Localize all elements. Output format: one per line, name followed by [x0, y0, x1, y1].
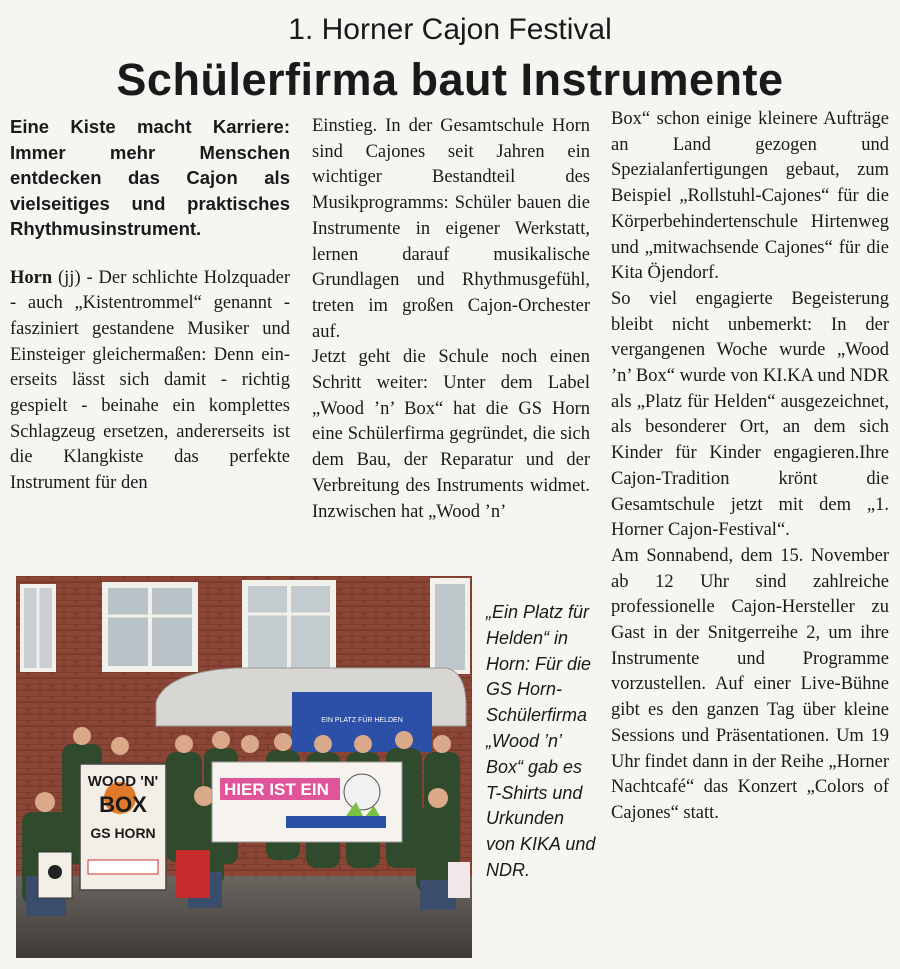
article-paragraph: Box“ schon einige kleinere Aufträge an Land gezogen und Spezialanfertigungen gebaut, zum Beispiel „Rollstuhl-Cajones“ für die Körperbehindertenschule Hirtenweg und „mitwachsende Cajones“ für die Kita Öjendorf.: [611, 109, 889, 284]
article-paragraph: [10, 266, 290, 497]
sign-text-line2: BOX: [99, 792, 147, 817]
blue-banner-text: EIN PLATZ FÜR HELDEN: [321, 717, 403, 724]
paragraph-text: Der schlichte Holzquader - auch „Kistentrommel“ genannt - fasziniert gestandene Musiker und Einsteiger gleichermaßen: Denn einerseits lässt sich damit - richtig gespielt - beinahe ein komplettes Schlagzeug ersetzen, andererseits ist die Klangkiste das perfekte Instrument für den: [10, 267, 291, 494]
article-paragraph: Einstieg. In der Gesamtschule Horn sind Cajones seit Jahren ein wichtiger Bestandteil des Musikprogramms: Schüler bauen die Instrumente in eigener Werkstatt, lernen darauf musikalische Grundlagen und Rhythmusgefühl, treten im großen Cajon-Orchester auf.: [312, 116, 590, 342]
article-lead: Eine Kiste macht Karriere: Immer mehr Menschen entdecken das Cajon als vielseitiges und praktisches Rhythmusinstrument.: [10, 116, 290, 239]
banner-text: HIER IST EIN: [224, 780, 329, 799]
window: [430, 578, 470, 674]
photo-caption: „Ein Platz für Helden“ in Horn: Für die GS Horn-Schülerfirma „Wood ’n’ Box“ gab es T-Shirts und Urkunden von KIKA und NDR.: [486, 602, 596, 880]
article-paragraph: Jetzt geht die Schule noch einen Schritt weiter: Unter dem Label „Wood ’n’ Box“ hat die GS Horn eine Schülerfirma gegründet, die sich dem Bau, der Reparatur und der Verbreitung des Instruments widmet. Inzwischen hat „Wood ’n’: [312, 347, 590, 522]
article-column-1: [10, 114, 290, 497]
article-headline: Schülerfirma baut Instrumente: [116, 54, 784, 105]
window: [20, 584, 56, 672]
window: [242, 580, 336, 674]
window: [102, 582, 198, 672]
article-paragraph: Am Sonnabend, dem 15. November ab 12 Uhr sind zahlreiche professionelle Cajon-Hersteller zu Gast in der Snitgerreihe 2, um ihre Instrumente und Programme vorzustellen. Auf einer Live-Bühne gibt es den ganzen Tag über kleine Sessions und Präsentationen. Um 19 Uhr findet dann in der Reihe „Horner Nachtcafé“ das Konzert „Colors of Cajones“ statt.: [611, 545, 889, 823]
hier-ist-ein-banner: [212, 762, 402, 842]
sign-text-line1: WOOD 'N': [87, 773, 159, 790]
article-column-3: [611, 107, 889, 827]
article-kicker: 1. Horner Cajon Festival: [288, 13, 612, 46]
dateline: Horn: [10, 267, 53, 288]
article-column-2: [312, 114, 590, 525]
group-photo: [16, 576, 472, 958]
sign-text-line3: GS HORN: [90, 825, 156, 841]
wood-n-box-sign: [80, 764, 166, 890]
article-paragraph: So viel engagierte Begeisterung bleibt nicht unbemerkt: In der vergangenen Woche wurde „Wood ’n’ Box“ wurde von KI.KA und NDR als „Platz für Helden“ ausgezeichnet, als besonderer Ort, an dem sich Kinder für Kinder engagieren.Ihre Cajon-Tradition krönt die Gesamtschule jetzt mit dem „1. Horner Cajon-Festival“.: [611, 288, 889, 541]
dateline-suffix: (jj) -: [52, 267, 99, 288]
group-photo-illustration: [16, 576, 472, 958]
